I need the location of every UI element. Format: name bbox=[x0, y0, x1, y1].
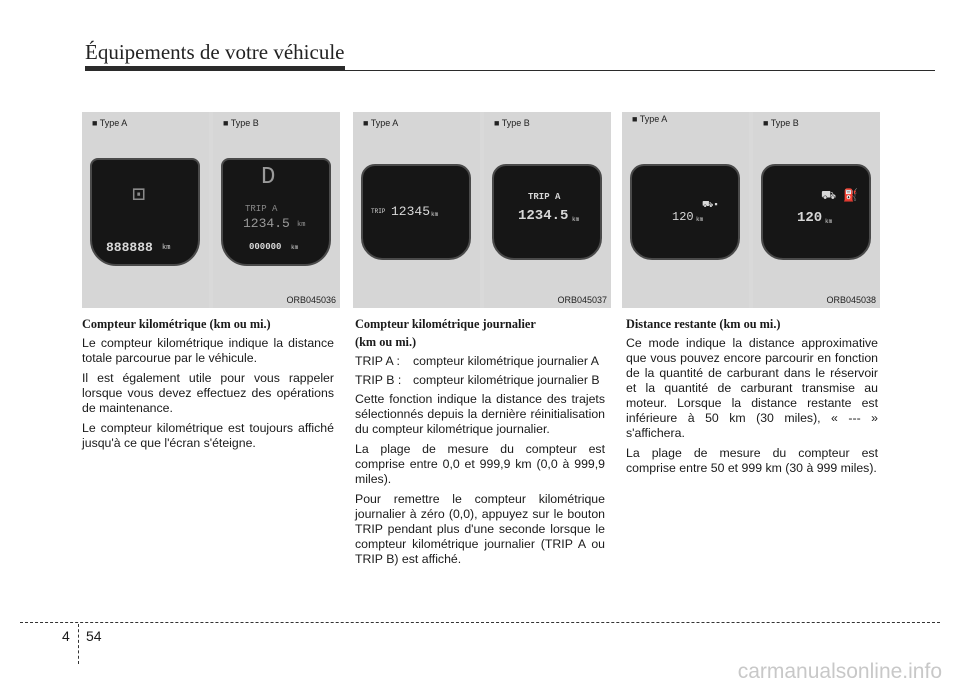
figure-panel-type-b bbox=[213, 112, 340, 308]
range-unit: km bbox=[696, 216, 704, 223]
lcd-display bbox=[492, 164, 602, 260]
type-b-label: ■ Type B bbox=[763, 118, 799, 128]
trip-label: TRIP bbox=[371, 208, 386, 215]
figure-odometer bbox=[82, 112, 340, 308]
lcd-display bbox=[361, 164, 471, 260]
trip-b-value: compteur kilométrique journalier B bbox=[413, 373, 600, 387]
odometer-unit: km bbox=[291, 244, 299, 251]
type-a-label: ■ Type A bbox=[92, 118, 128, 128]
paragraph: Il est également utile pour vous rappeler lorsque vous devez effectuez des opérations de maintenance. bbox=[82, 371, 334, 415]
odometer-unit: km bbox=[162, 244, 171, 252]
type-b-label: ■ Type B bbox=[494, 118, 530, 128]
section-heading: Distance restante (km ou mi.) bbox=[626, 317, 781, 331]
watermark: carmanualsonline.info bbox=[737, 660, 942, 683]
trip-a-key: TRIP A : bbox=[355, 354, 400, 368]
footer-rule bbox=[20, 622, 940, 623]
page-number: 54 bbox=[86, 628, 102, 644]
paragraph: La plage de mesure du compteur est comprise entre 0,0 et 999,9 km (0,0 à 999,9 miles). bbox=[355, 442, 605, 486]
trip-unit: km bbox=[431, 211, 439, 218]
paragraph: Pour remettre le compteur kilométrique journalier à zéro (0,0), appuyez sur le bouton TRIP pendant plus d'une seconde lorsque le compteur kilométrique journalier (TRIP A ou TRIP B) est affiché. bbox=[355, 492, 605, 566]
section-heading: Compteur kilométrique (km ou mi.) bbox=[82, 317, 271, 331]
car-fuel-icon: ⛟▪ bbox=[702, 200, 719, 210]
cluster-display bbox=[221, 158, 331, 266]
trip-b-key: TRIP B : bbox=[355, 373, 402, 387]
type-a-label: ■ Type A bbox=[363, 118, 399, 128]
chapter-number: 4 bbox=[62, 628, 70, 644]
trip-label: TRIP A bbox=[528, 192, 561, 202]
lcd-display bbox=[630, 164, 740, 260]
range-value: 120 bbox=[672, 210, 694, 224]
section-heading-units: (km ou mi.) bbox=[355, 335, 417, 349]
trip-a-value: compteur kilométrique journalier A bbox=[413, 354, 599, 368]
odometer-value: 888888 bbox=[106, 240, 153, 255]
figure-trip-meter bbox=[353, 112, 611, 308]
paragraph: Ce mode indique la distance approximative que vous pouvez encore parcourir en fonction de la quantité de carburant dans le réservoir et la quantité de carburant transmise au moteur. Lorsque la distance restante est inférieure à 50 km (30 miles), « --- » s'affichera. bbox=[626, 336, 878, 440]
page-title: Équipements de votre véhicule bbox=[85, 40, 345, 64]
figure-code: ORB045037 bbox=[557, 295, 607, 305]
column-distance-to-empty bbox=[626, 317, 878, 481]
trip-value: 1234.5 bbox=[243, 216, 290, 231]
title-rule bbox=[85, 70, 935, 71]
figure-panel-type-b bbox=[753, 112, 880, 308]
trip-label: TRIP A bbox=[245, 204, 278, 214]
trip-value: 1234.5 bbox=[518, 208, 569, 224]
figure-panel-type-a bbox=[622, 112, 749, 308]
gear-value: D bbox=[261, 164, 276, 191]
column-trip-meter bbox=[355, 317, 605, 572]
figure-code: ORB045036 bbox=[286, 295, 336, 305]
type-b-label: ■ Type B bbox=[223, 118, 259, 128]
section-heading: Compteur kilométrique journalier bbox=[355, 317, 536, 331]
paragraph: Cette fonction indique la distance des trajets sélectionnés depuis la dernière réinitialisation du compteur kilométrique journalier. bbox=[355, 392, 605, 436]
trip-unit: km bbox=[297, 221, 306, 229]
figure-code: ORB045038 bbox=[826, 295, 876, 305]
lcd-display bbox=[761, 164, 871, 260]
trip-value: 12345 bbox=[391, 204, 431, 219]
trip-unit: km bbox=[572, 216, 580, 223]
type-a-label: ■ Type A bbox=[632, 114, 668, 124]
figure-panel-type-a bbox=[353, 112, 480, 308]
column-odometer bbox=[82, 317, 334, 456]
cluster-display bbox=[90, 158, 200, 266]
trip-a-definition bbox=[355, 354, 605, 369]
gear-indicator-icon: ⊡ bbox=[132, 183, 146, 208]
range-unit: km bbox=[825, 218, 833, 225]
odometer-value: 000000 bbox=[249, 242, 282, 252]
range-value: 120 bbox=[797, 210, 823, 226]
paragraph: La plage de mesure du compteur est comprise entre 50 et 999 km (30 à 999 miles). bbox=[626, 446, 878, 475]
paragraph: Le compteur kilométrique est toujours affiché jusqu'à ce que l'écran s'éteigne. bbox=[82, 421, 334, 450]
figure-panel-type-a bbox=[82, 112, 209, 308]
car-fuel-icon: ⛟ ⛽ bbox=[821, 189, 859, 203]
figure-distance-to-empty bbox=[622, 112, 880, 308]
trip-b-definition bbox=[355, 373, 605, 388]
page-number-separator bbox=[78, 624, 80, 664]
paragraph: Le compteur kilométrique indique la distance totale parcourue par le véhicule. bbox=[82, 336, 334, 365]
figure-panel-type-b bbox=[484, 112, 611, 308]
